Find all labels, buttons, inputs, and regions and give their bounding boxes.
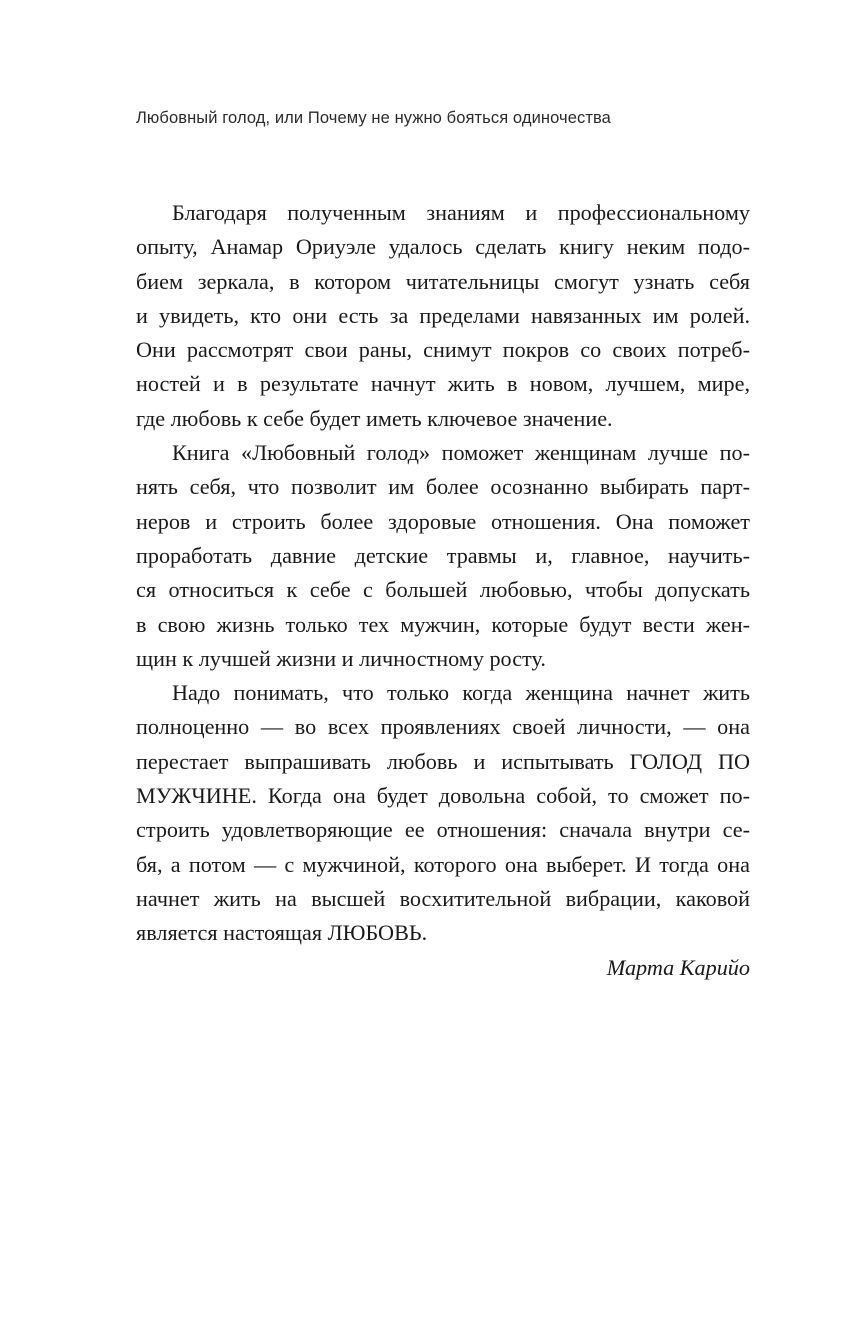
running-header: Любовный голод, или Почему не нужно бояться одиночества [136, 109, 611, 127]
text-line: является настоящая ЛЮБОВЬ. [136, 920, 428, 946]
text-line: неров и строить более здоровые отношения. Она поможет [136, 508, 750, 534]
author-signature: Марта Карийо [606, 954, 750, 980]
text-line: полноценно — во всех проявлениях своей личности, — она [136, 714, 750, 740]
text-line: перестает выпрашивать любовь и испытывать ГОЛОД ПО [136, 748, 750, 774]
text-line: щин к лучшей жизни и личностному росту. [136, 645, 546, 671]
text-line: бя, а потом — с мужчиной, которого она выберет. И тогда она [136, 851, 750, 877]
paragraph-3 [136, 676, 750, 950]
text-line: нять себя, что позволит им более осознанно выбирать парт- [136, 474, 750, 500]
text-line: ся относиться к себе с большей любовью, чтобы допускать [136, 577, 750, 603]
body-text [136, 196, 750, 985]
text-line: начнет жить на высшей восхитительной вибрации, каковой [136, 885, 750, 911]
text-line: в свою жизнь только тех мужчин, которые будут вести жен- [136, 611, 750, 637]
text-line: ностей и в результате начнут жить в новом, лучшем, мире, [136, 371, 750, 397]
text-line: опыту, Анамар Ориуэле удалось сделать книгу неким подо- [136, 234, 750, 260]
text-line: бием зеркала, в котором читательницы смогут узнать себя [136, 268, 750, 294]
text-line: где любовь к себе будет иметь ключевое значение. [136, 405, 613, 431]
text-line: Книга «Любовный голод» поможет женщинам лучше по- [172, 440, 750, 466]
text-line: Они рассмотрят свои раны, снимут покров со своих потреб- [136, 337, 750, 363]
paragraph-1 [136, 196, 750, 436]
text-line: Надо понимать, что только когда женщина начнет жить [172, 680, 750, 706]
paragraph-2 [136, 436, 750, 676]
text-line: Благодаря полученным знаниям и профессиональному [172, 200, 750, 225]
text-line: проработать давние детские травмы и, главное, научить- [136, 542, 750, 568]
text-line: и увидеть, кто они есть за пределами навязанных им ролей. [136, 302, 750, 328]
text-line: МУЖЧИНЕ. Когда она будет довольна собой, то сможет по- [136, 783, 750, 809]
text-line: строить удовлетворяющие ее отношения: сначала внутри се- [136, 817, 750, 843]
